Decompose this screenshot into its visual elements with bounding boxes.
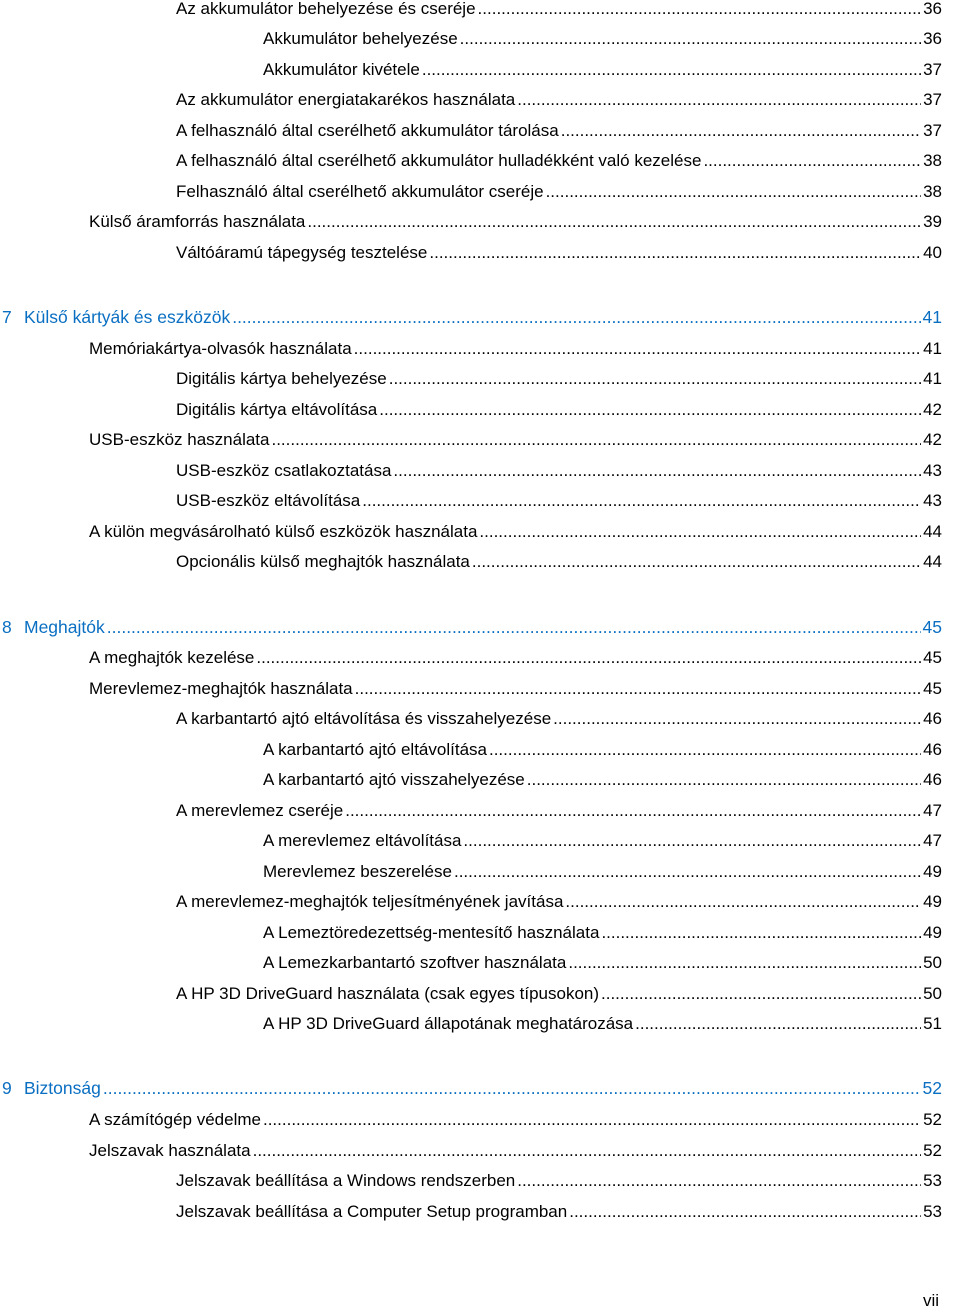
toc-entry-title[interactable]: Az akkumulátor behelyezése és cseréje [176, 0, 476, 18]
toc-page-number[interactable]: 44 [923, 552, 942, 571]
toc-entry-row[interactable] [176, 180, 942, 204]
toc-dot-leader [422, 58, 921, 82]
toc-page-number[interactable]: 38 [923, 182, 942, 201]
toc-page-number[interactable]: 52 [922, 1078, 942, 1098]
toc-entry-title[interactable]: Akkumulátor kivétele [263, 60, 420, 79]
toc-entry-row[interactable] [89, 1139, 942, 1163]
toc-dot-leader [354, 337, 921, 361]
toc-page-number[interactable]: 45 [923, 648, 942, 667]
toc-dot-leader [517, 88, 921, 112]
toc-entry-row[interactable] [263, 860, 942, 884]
toc-entry-title[interactable]: USB-eszköz eltávolítása [176, 491, 361, 510]
toc-entry-row[interactable] [176, 982, 942, 1006]
toc-entry-title[interactable]: Jelszavak használata [89, 1141, 251, 1160]
toc-dot-leader [389, 367, 921, 391]
toc-entry-title[interactable]: A karbantartó ajtó eltávolítása és visszahelyezése [176, 709, 552, 728]
toc-dot-leader [362, 489, 921, 513]
toc-chapter-number: 9 [2, 1078, 12, 1098]
toc-dot-leader [463, 829, 921, 853]
toc-entry-title[interactable]: A HP 3D DriveGuard használata (csak egyes típusokon) [176, 984, 600, 1003]
toc-dot-leader [489, 738, 921, 762]
toc-entry-row[interactable] [263, 951, 942, 975]
toc-entry-row[interactable] [176, 459, 942, 483]
toc-entry-row[interactable] [176, 119, 942, 143]
toc-entry-title[interactable]: Memóriakártya-olvasók használata [89, 339, 352, 358]
toc-page-number[interactable]: 52 [923, 1110, 942, 1129]
toc-entry-title[interactable]: Biztonság [24, 1078, 101, 1098]
toc-entry-row[interactable] [263, 58, 942, 82]
toc-entry-title[interactable]: A külön megvásárolható külső eszközök használata [89, 522, 478, 541]
toc-entry-title[interactable]: Opcionális külső meghajtók használata [176, 552, 470, 571]
toc-entry-title[interactable]: Digitális kártya behelyezése [176, 369, 387, 388]
toc-dot-leader [569, 1200, 921, 1224]
toc-entry-row[interactable] [176, 88, 942, 112]
toc-dot-leader [263, 1108, 921, 1132]
toc-dot-leader [546, 180, 922, 204]
toc-page-number[interactable]: 36 [923, 29, 942, 48]
toc-entry-row[interactable] [176, 890, 942, 914]
toc-entry-row[interactable] [176, 241, 942, 265]
toc-entry-title[interactable]: Akkumulátor behelyezése [263, 29, 458, 48]
toc-dot-leader [107, 615, 921, 639]
toc-entry-row[interactable] [89, 428, 942, 452]
toc-page-number[interactable]: 37 [923, 121, 942, 140]
toc-entry-row[interactable] [89, 1108, 942, 1132]
toc-dot-leader [103, 1076, 921, 1100]
toc-page-number[interactable]: 41 [923, 339, 942, 358]
toc-page-number[interactable]: 37 [923, 90, 942, 109]
toc-chapter-row[interactable] [2, 615, 942, 639]
toc-entry-title[interactable]: A felhasználó által cserélhető akkumulátor tárolása [176, 121, 559, 140]
toc-page-number[interactable]: 37 [923, 60, 942, 79]
toc-page-number[interactable]: 42 [923, 430, 942, 449]
toc-entry-title[interactable]: A karbantartó ajtó eltávolítása [263, 740, 487, 759]
toc-page-number[interactable]: 42 [923, 400, 942, 419]
toc-page-number[interactable]: 44 [923, 522, 942, 541]
toc-page-number[interactable]: 46 [923, 740, 942, 759]
toc-entry-row[interactable] [176, 1200, 942, 1224]
toc-dot-leader [307, 210, 921, 234]
toc-entry-title[interactable]: USB-eszköz használata [89, 430, 270, 449]
toc-dot-leader [345, 799, 921, 823]
toc-chapter-number: 7 [2, 307, 12, 327]
toc-entry-row[interactable] [176, 149, 942, 173]
toc-page-number[interactable]: 53 [923, 1171, 942, 1190]
toc-entry-row[interactable] [263, 1012, 942, 1036]
toc-entry-row[interactable] [89, 646, 942, 670]
toc-dot-leader [472, 550, 921, 574]
toc-entry-title[interactable]: Jelszavak beállítása a Windows rendszerben [176, 1171, 516, 1190]
toc-page-number[interactable]: 45 [923, 679, 942, 698]
toc-dot-leader [565, 890, 921, 914]
toc-page-number[interactable]: 39 [923, 212, 942, 231]
toc-dot-leader [232, 305, 920, 329]
toc-page-number[interactable]: 53 [923, 1202, 942, 1221]
toc-page-number[interactable]: 50 [923, 953, 942, 972]
toc-dot-leader [635, 1012, 921, 1036]
toc-entry-title[interactable]: Felhasználó által cserélhető akkumulátor cseréje [176, 182, 544, 201]
toc-page-number[interactable]: 41 [922, 307, 942, 327]
toc-entry-title[interactable]: A merevlemez eltávolítása [263, 831, 462, 850]
toc-entry-title[interactable]: A Lemezkarbantartó szoftver használata [263, 953, 567, 972]
toc-entry-row[interactable] [263, 829, 942, 853]
toc-page-number[interactable]: 49 [923, 923, 942, 942]
toc-entry-title[interactable]: Digitális kártya eltávolítása [176, 400, 378, 419]
toc-dot-leader [568, 951, 921, 975]
toc-entry-row[interactable] [176, 398, 942, 422]
toc-entry-row[interactable] [263, 738, 942, 762]
toc-entry-title[interactable]: A merevlemez-meghajtók teljesítményének javítása [176, 892, 564, 911]
toc-dot-leader [355, 677, 921, 701]
toc-chapter-row[interactable] [2, 305, 942, 329]
toc-page-number[interactable]: 40 [923, 243, 942, 262]
toc-page-number[interactable]: 38 [923, 151, 942, 170]
toc-page-number[interactable]: 47 [923, 831, 942, 850]
toc-dot-leader [601, 921, 921, 945]
toc-page-number[interactable]: 49 [923, 892, 942, 911]
toc-dot-leader [429, 241, 921, 265]
toc-entry-row[interactable] [263, 27, 942, 51]
toc-chapter-number: 8 [2, 617, 12, 637]
toc-entry-title[interactable]: Jelszavak beállítása a Computer Setup programban [176, 1202, 568, 1221]
toc-entry-row[interactable] [176, 0, 942, 21]
toc-page-number[interactable]: 36 [923, 0, 942, 18]
toc-entry-title[interactable]: Meghajtók [24, 617, 105, 637]
toc-dot-leader [271, 428, 921, 452]
toc-page-number[interactable]: 47 [923, 801, 942, 820]
toc-dot-leader [479, 520, 921, 544]
page-number: vii [922, 1291, 939, 1310]
toc-page-number[interactable]: 41 [923, 369, 942, 388]
toc-dot-leader [460, 27, 921, 51]
toc-entry-row[interactable] [263, 768, 942, 792]
toc-entry-row[interactable] [89, 520, 942, 544]
toc-entry-row[interactable] [176, 489, 942, 513]
toc-dot-leader [379, 398, 921, 422]
toc-entry-title[interactable]: Merevlemez-meghajtók használata [89, 679, 353, 698]
toc-entry-title[interactable]: A merevlemez cseréje [176, 801, 344, 820]
toc-entry-row[interactable] [263, 921, 942, 945]
toc-page-number[interactable]: 49 [923, 862, 942, 881]
toc-page-number[interactable]: 46 [923, 709, 942, 728]
toc-entry-title[interactable]: A felhasználó által cserélhető akkumulátor hulladékként való kezelése [176, 151, 702, 170]
toc-dot-leader [601, 982, 921, 1006]
toc-entry-row[interactable] [176, 799, 942, 823]
toc-entry-row[interactable] [89, 677, 942, 701]
toc-entry-title[interactable]: Külső kártyák és eszközök [24, 307, 231, 327]
toc-entry-title[interactable]: A HP 3D DriveGuard állapotának meghatározása [263, 1014, 634, 1033]
toc-chapter-row[interactable] [2, 1076, 942, 1100]
toc-entry-row[interactable] [176, 1169, 942, 1193]
toc-entry-row[interactable] [89, 337, 942, 361]
toc-page-number[interactable]: 43 [923, 461, 942, 480]
toc-page-number[interactable]: 46 [923, 770, 942, 789]
toc-entry-title[interactable]: A Lemeztöredezettség-mentesítő használata [263, 923, 600, 942]
toc-entry-title[interactable]: A számítógép védelme [89, 1110, 261, 1129]
toc-page-number[interactable]: 43 [923, 491, 942, 510]
toc-dot-leader [256, 646, 921, 670]
toc-entry-title[interactable]: A karbantartó ajtó visszahelyezése [263, 770, 525, 789]
toc-entry-row[interactable] [176, 367, 942, 391]
toc-dot-leader [454, 860, 921, 884]
toc-entry-row[interactable] [176, 550, 942, 574]
toc-page-number[interactable]: 45 [922, 617, 942, 637]
toc-dot-leader [561, 119, 921, 143]
toc-dot-leader [517, 1169, 921, 1193]
toc-entry-title[interactable]: Az akkumulátor energiatakarékos használata [176, 90, 516, 109]
toc-page-number[interactable]: 51 [923, 1014, 942, 1033]
toc-entry-title[interactable]: Merevlemez beszerelése [263, 862, 452, 881]
toc-dot-leader [393, 459, 921, 483]
toc-entry-title[interactable]: A meghajtók kezelése [89, 648, 255, 667]
toc-entry-title[interactable]: Külső áramforrás használata [89, 212, 306, 231]
toc-page-number[interactable]: 50 [923, 984, 942, 1003]
toc-entry-title[interactable]: Váltóáramú tápegység tesztelése [176, 243, 428, 262]
toc-dot-leader [703, 149, 921, 173]
toc-entry-row[interactable] [176, 707, 942, 731]
toc-page-number[interactable]: 52 [923, 1141, 942, 1160]
toc-entry-title[interactable]: USB-eszköz csatlakoztatása [176, 461, 392, 480]
toc-dot-leader [478, 0, 922, 21]
toc-dot-leader [527, 768, 921, 792]
toc-entry-row[interactable] [89, 210, 942, 234]
toc-dot-leader [553, 707, 921, 731]
toc-dot-leader [253, 1139, 921, 1163]
